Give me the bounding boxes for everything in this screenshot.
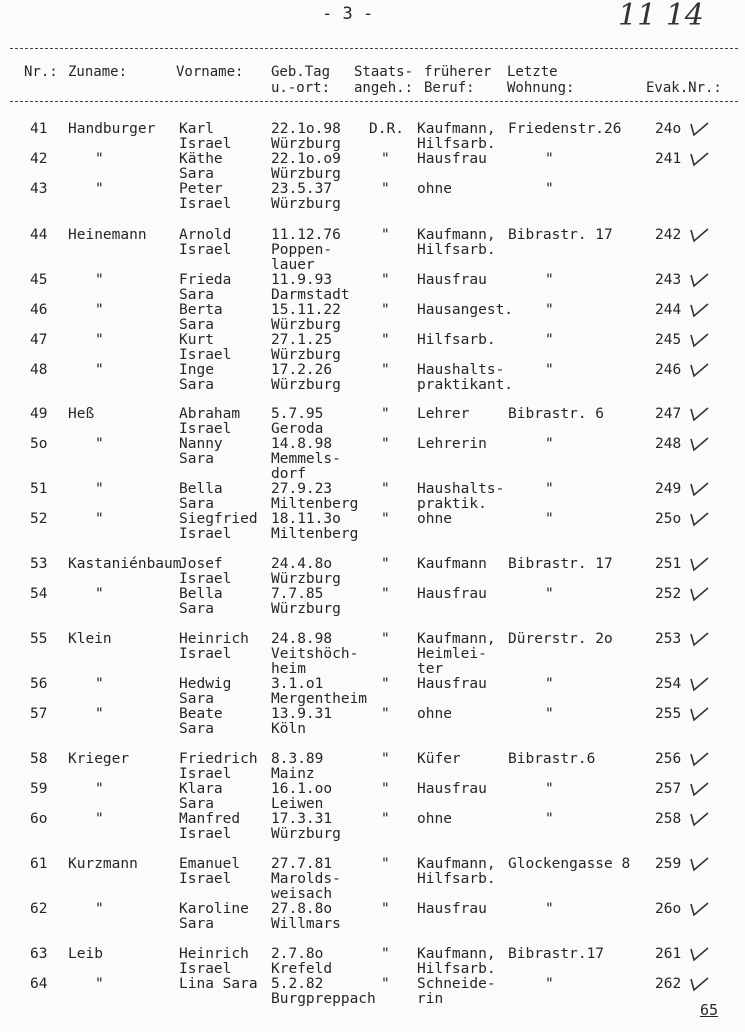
cell-beruf: ohne — [417, 181, 452, 197]
cell-evak: 249 — [655, 481, 682, 497]
cell-geb: Mainz — [271, 766, 315, 782]
cell-beruf: Kaufmann, — [417, 121, 496, 137]
cell-vorname: Emanuel — [179, 856, 241, 872]
cell-geb: 5.2.82 — [271, 976, 324, 992]
check-mark-icon — [688, 586, 710, 602]
cell-vorname: Sara — [179, 166, 214, 182]
cell-nr: 63 — [30, 946, 48, 962]
cell-geb: Würzburg — [271, 826, 341, 842]
check-mark-icon — [688, 811, 710, 827]
cell-nr: 47 — [30, 332, 48, 348]
cell-wohnung: " — [545, 181, 554, 197]
check-mark-icon — [688, 121, 710, 137]
cell-geb: 24.8.98 — [271, 631, 333, 647]
cell-wohnung: " — [545, 272, 554, 288]
cell-beruf: praktikant. — [417, 377, 514, 393]
cell-vorname: Israel — [179, 421, 232, 437]
check-mark-icon — [688, 676, 710, 692]
cell-staats: " — [381, 302, 390, 318]
cell-vorname: Inge — [179, 362, 214, 378]
cell-wohnung: " — [545, 811, 554, 827]
cell-vorname: Bella — [179, 586, 223, 602]
cell-geb: 24.4.8o — [271, 556, 333, 572]
cell-vorname: Israel — [179, 526, 232, 542]
cell-wohnung: Dürerstr. 2o — [508, 631, 613, 647]
cell-geb: 27.1.25 — [271, 332, 333, 348]
cell-geb: Willmars — [271, 916, 341, 932]
cell-geb: 27.9.23 — [271, 481, 333, 497]
cell-evak: 253 — [655, 631, 682, 647]
cell-beruf: Kaufmann, — [417, 946, 496, 962]
cell-zuname: Kurzmann — [68, 856, 138, 872]
cell-nr: 5o — [30, 436, 48, 452]
cell-vorname: Sara — [179, 916, 214, 932]
cell-staats: " — [381, 811, 390, 827]
cell-zuname: " — [95, 332, 104, 348]
cell-vorname: Karl — [179, 121, 214, 137]
cell-evak: 244 — [655, 302, 682, 318]
cell-geb: Burgpreppach — [271, 991, 376, 1007]
cell-nr: 61 — [30, 856, 48, 872]
cell-evak: 254 — [655, 676, 682, 692]
cell-vorname: Kurt — [179, 332, 214, 348]
cell-evak: 247 — [655, 406, 682, 422]
handwritten-reference: 11 14 — [618, 0, 704, 33]
cell-geb: 11.12.76 — [271, 227, 341, 243]
cell-zuname: " — [95, 481, 104, 497]
cell-wohnung: " — [545, 481, 554, 497]
cell-evak: 252 — [655, 586, 682, 602]
cell-nr: 54 — [30, 586, 48, 602]
cell-geb: 15.11.22 — [271, 302, 341, 318]
cell-wohnung: " — [545, 706, 554, 722]
cell-wohnung: " — [545, 901, 554, 917]
cell-staats: " — [381, 151, 390, 167]
cell-vorname: Manfred — [179, 811, 241, 827]
cell-vorname: Israel — [179, 347, 232, 363]
cell-staats: " — [381, 946, 390, 962]
cell-nr: 56 — [30, 676, 48, 692]
cell-zuname: " — [95, 586, 104, 602]
cell-nr: 45 — [30, 272, 48, 288]
cell-geb: Darmstadt — [271, 287, 350, 303]
cell-geb: Würzburg — [271, 571, 341, 587]
col-staats-header-2: angeh.: — [354, 80, 414, 96]
cell-staats: " — [381, 631, 390, 647]
check-mark-icon — [688, 332, 710, 348]
check-mark-icon — [688, 901, 710, 917]
check-mark-icon — [688, 706, 710, 722]
cell-geb: Krefeld — [271, 961, 333, 977]
cell-vorname: Sara — [179, 317, 214, 333]
cell-geb: Miltenberg — [271, 526, 359, 542]
cell-vorname: Lina Sara — [179, 976, 258, 992]
cell-nr: 48 — [30, 362, 48, 378]
cell-vorname: Israel — [179, 136, 232, 152]
cell-zuname: " — [95, 302, 104, 318]
cell-geb: 22.1o.98 — [271, 121, 341, 137]
cell-beruf: rin — [417, 991, 444, 1007]
cell-nr: 46 — [30, 302, 48, 318]
cell-nr: 57 — [30, 706, 48, 722]
cell-staats: " — [381, 272, 390, 288]
col-wohnung-header-2: Wohnung: — [507, 80, 575, 96]
cell-zuname: " — [95, 676, 104, 692]
cell-wohnung: Bibrastr.17 — [508, 946, 605, 962]
check-mark-icon — [688, 976, 710, 992]
cell-vorname: Friedrich — [179, 751, 258, 767]
cell-vorname: Sara — [179, 451, 214, 467]
cell-geb: 7.7.85 — [271, 586, 324, 602]
cell-geb: Poppen- — [271, 242, 333, 258]
cell-geb: Würzburg — [271, 347, 341, 363]
cell-wohnung: Glockengasse 8 — [508, 856, 631, 872]
check-mark-icon — [688, 856, 710, 872]
cell-geb: lauer — [271, 257, 315, 273]
cell-zuname: " — [95, 811, 104, 827]
cell-wohnung: Friedenstr.26 — [508, 121, 622, 137]
cell-beruf: Hilfsarb. — [417, 871, 496, 887]
cell-geb: Memmels- — [271, 451, 341, 467]
cell-geb: 11.9.93 — [271, 272, 333, 288]
cell-evak: 242 — [655, 227, 682, 243]
cell-geb: weisach — [271, 886, 333, 902]
cell-vorname: Klara — [179, 781, 223, 797]
cell-nr: 6o — [30, 811, 48, 827]
page-marker: - 3 - — [322, 4, 374, 24]
cell-vorname: Sara — [179, 287, 214, 303]
cell-geb: 3.1.o1 — [271, 676, 324, 692]
cell-beruf: Küfer — [417, 751, 461, 767]
cell-geb: Köln — [271, 721, 306, 737]
cell-vorname: Sara — [179, 601, 214, 617]
cell-vorname: Israel — [179, 766, 232, 782]
cell-evak: 262 — [655, 976, 682, 992]
cell-geb: Marolds- — [271, 871, 341, 887]
cell-geb: Miltenberg — [271, 496, 359, 512]
cell-zuname: " — [95, 976, 104, 992]
cell-vorname: Hedwig — [179, 676, 232, 692]
cell-geb: 27.8.8o — [271, 901, 333, 917]
cell-zuname: Heinemann — [68, 227, 147, 243]
cell-staats: " — [381, 856, 390, 872]
cell-staats: D.R. — [369, 121, 404, 137]
cell-evak: 258 — [655, 811, 682, 827]
cell-vorname: Abraham — [179, 406, 241, 422]
cell-evak: 243 — [655, 272, 682, 288]
cell-vorname: Israel — [179, 242, 232, 258]
cell-staats: " — [381, 511, 390, 527]
cell-geb: Geroda — [271, 421, 324, 437]
cell-beruf: Haushalts- — [417, 362, 505, 378]
cell-zuname: " — [95, 511, 104, 527]
cell-evak: 256 — [655, 751, 682, 767]
cell-vorname: Sara — [179, 721, 214, 737]
cell-nr: 51 — [30, 481, 48, 497]
cell-zuname: " — [95, 362, 104, 378]
col-zuname-header: Zuname: — [68, 64, 128, 80]
cell-geb: Mergentheim — [271, 691, 368, 707]
cell-staats: " — [381, 781, 390, 797]
cell-wohnung: " — [545, 976, 554, 992]
cell-staats: " — [381, 976, 390, 992]
cell-geb: Würzburg — [271, 601, 341, 617]
cell-geb: Würzburg — [271, 136, 341, 152]
cell-evak: 246 — [655, 362, 682, 378]
cell-vorname: Sara — [179, 496, 214, 512]
cell-beruf: Hausfrau — [417, 586, 487, 602]
cell-beruf: Hausangest. — [417, 302, 514, 318]
cell-evak: 241 — [655, 151, 682, 167]
cell-geb: 5.7.95 — [271, 406, 324, 422]
cell-geb: 8.3.89 — [271, 751, 324, 767]
cell-zuname: " — [95, 181, 104, 197]
cell-beruf: Hilfsarb. — [417, 332, 496, 348]
check-mark-icon — [688, 151, 710, 167]
cell-staats: " — [381, 556, 390, 572]
cell-wohnung: " — [545, 302, 554, 318]
cell-wohnung: " — [545, 362, 554, 378]
cell-beruf: Kaufmann, — [417, 227, 496, 243]
cell-vorname: Käthe — [179, 151, 223, 167]
cell-geb: Würzburg — [271, 196, 341, 212]
cell-wohnung: Bibrastr. 6 — [508, 406, 605, 422]
check-mark-icon — [688, 946, 710, 962]
cell-wohnung: Bibrastr. 17 — [508, 227, 613, 243]
cell-vorname: Heinrich — [179, 631, 249, 647]
cell-vorname: Karoline — [179, 901, 249, 917]
cell-vorname: Israel — [179, 646, 232, 662]
cell-nr: 52 — [30, 511, 48, 527]
cell-nr: 58 — [30, 751, 48, 767]
cell-beruf: ohne — [417, 706, 452, 722]
cell-wohnung: Bibrastr.6 — [508, 751, 596, 767]
cell-vorname: Beate — [179, 706, 223, 722]
col-evak-header: Evak.Nr.: — [646, 80, 722, 96]
cell-vorname: Arnold — [179, 227, 232, 243]
cell-zuname: Heß — [68, 406, 95, 422]
cell-beruf: Kaufmann — [417, 556, 487, 572]
cell-zuname: " — [95, 272, 104, 288]
col-beruf-header-1: früherer — [424, 64, 492, 80]
cell-zuname: Krieger — [68, 751, 130, 767]
cell-evak: 245 — [655, 332, 682, 348]
cell-nr: 42 — [30, 151, 48, 167]
col-geb-header-2: u.-ort: — [271, 80, 331, 96]
cell-zuname: Handburger — [68, 121, 156, 137]
cell-zuname: Leib — [68, 946, 103, 962]
cell-zuname: Klein — [68, 631, 112, 647]
cell-geb: 17.3.31 — [271, 811, 333, 827]
cell-wohnung: " — [545, 332, 554, 348]
cell-beruf: Heimlei- — [417, 646, 487, 662]
col-geb-header-1: Geb.Tag — [271, 64, 331, 80]
cell-beruf: Lehrerin — [417, 436, 487, 452]
cell-beruf: Schneide- — [417, 976, 496, 992]
cell-staats: " — [381, 362, 390, 378]
cell-geb: 16.1.oo — [271, 781, 333, 797]
cell-staats: " — [381, 481, 390, 497]
cell-zuname: " — [95, 436, 104, 452]
cell-beruf: Hausfrau — [417, 901, 487, 917]
cell-geb: 22.1o.o9 — [271, 151, 341, 167]
cell-beruf: Hausfrau — [417, 781, 487, 797]
cell-beruf: Lehrer — [417, 406, 470, 422]
check-mark-icon — [688, 556, 710, 572]
cell-wohnung: " — [545, 676, 554, 692]
cell-vorname: Heinrich — [179, 946, 249, 962]
cell-staats: " — [381, 406, 390, 422]
cell-vorname: Israel — [179, 961, 232, 977]
cell-evak: 255 — [655, 706, 682, 722]
cell-evak: 251 — [655, 556, 682, 572]
col-wohnung-header-1: Letzte — [507, 64, 558, 80]
check-mark-icon — [688, 781, 710, 797]
cell-vorname: Israel — [179, 196, 232, 212]
cell-evak: 25o — [655, 511, 682, 527]
cell-staats: " — [381, 676, 390, 692]
cell-nr: 64 — [30, 976, 48, 992]
cell-geb: dorf — [271, 466, 306, 482]
cell-vorname: Sara — [179, 796, 214, 812]
cell-wohnung: " — [545, 436, 554, 452]
cell-geb: 27.7.81 — [271, 856, 333, 872]
cell-beruf: praktik. — [417, 496, 487, 512]
check-mark-icon — [688, 272, 710, 288]
header-rule-top — [10, 48, 738, 49]
col-staats-header-1: Staats- — [354, 64, 414, 80]
cell-zuname: " — [95, 901, 104, 917]
cell-beruf: ter — [417, 661, 444, 677]
cell-vorname: Siegfried — [179, 511, 258, 527]
cell-staats: " — [381, 586, 390, 602]
cell-geb: 17.2.26 — [271, 362, 333, 378]
cell-staats: " — [381, 181, 390, 197]
cell-wohnung: " — [545, 781, 554, 797]
col-beruf-header-2: Beruf: — [424, 80, 475, 96]
cell-staats: " — [381, 436, 390, 452]
cell-vorname: Frieda — [179, 272, 232, 288]
cell-wohnung: " — [545, 151, 554, 167]
cell-beruf: Hausfrau — [417, 272, 487, 288]
cell-nr: 53 — [30, 556, 48, 572]
cell-staats: " — [381, 706, 390, 722]
cell-staats: " — [381, 751, 390, 767]
cell-beruf: Haushalts- — [417, 481, 505, 497]
cell-evak: 248 — [655, 436, 682, 452]
cell-evak: 24o — [655, 121, 682, 137]
cell-vorname: Josef — [179, 556, 223, 572]
cell-beruf: Hilfsarb. — [417, 136, 496, 152]
cell-beruf: Hausfrau — [417, 151, 487, 167]
cell-nr: 43 — [30, 181, 48, 197]
cell-vorname: Peter — [179, 181, 223, 197]
cell-geb: 13.9.31 — [271, 706, 333, 722]
cell-geb: Würzburg — [271, 166, 341, 182]
cell-geb: 23.5.37 — [271, 181, 333, 197]
cell-vorname: Israel — [179, 871, 232, 887]
col-nr-header: Nr.: — [24, 64, 58, 80]
cell-beruf: Hilfsarb. — [417, 961, 496, 977]
cell-wohnung: " — [545, 511, 554, 527]
check-mark-icon — [688, 481, 710, 497]
cell-evak: 261 — [655, 946, 682, 962]
cell-geb: 2.7.8o — [271, 946, 324, 962]
cell-vorname: Sara — [179, 377, 214, 393]
check-mark-icon — [688, 362, 710, 378]
cell-zuname: " — [95, 781, 104, 797]
cell-beruf: Kaufmann, — [417, 631, 496, 647]
cell-vorname: Berta — [179, 302, 223, 318]
cell-geb: 18.11.3o — [271, 511, 341, 527]
check-mark-icon — [688, 406, 710, 422]
cell-nr: 44 — [30, 227, 48, 243]
cell-geb: Leiwen — [271, 796, 324, 812]
cell-nr: 55 — [30, 631, 48, 647]
cell-geb: Veitshöch- — [271, 646, 359, 662]
cell-nr: 41 — [30, 121, 48, 137]
cell-zuname: " — [95, 706, 104, 722]
cell-evak: 259 — [655, 856, 682, 872]
cell-zuname: Kastaniénbaum — [68, 556, 182, 572]
check-mark-icon — [688, 436, 710, 452]
cell-vorname: Israel — [179, 826, 232, 842]
cell-vorname: Sara — [179, 691, 214, 707]
page-number: 65 — [700, 1001, 719, 1019]
check-mark-icon — [688, 227, 710, 243]
check-mark-icon — [688, 631, 710, 647]
col-vorname-header: Vorname: — [176, 64, 244, 80]
header-rule-bottom — [10, 101, 738, 102]
check-mark-icon — [688, 302, 710, 318]
check-mark-icon — [688, 511, 710, 527]
cell-vorname: Bella — [179, 481, 223, 497]
cell-evak: 257 — [655, 781, 682, 797]
cell-vorname: Nanny — [179, 436, 223, 452]
cell-beruf: ohne — [417, 511, 452, 527]
cell-geb: Würzburg — [271, 377, 341, 393]
cell-wohnung: Bibrastr. 17 — [508, 556, 613, 572]
cell-evak: 26o — [655, 901, 682, 917]
cell-wohnung: " — [545, 586, 554, 602]
cell-staats: " — [381, 901, 390, 917]
cell-beruf: Hausfrau — [417, 676, 487, 692]
cell-beruf: ohne — [417, 811, 452, 827]
cell-nr: 59 — [30, 781, 48, 797]
cell-beruf: Hilfsarb. — [417, 242, 496, 258]
cell-geb: 14.8.98 — [271, 436, 333, 452]
cell-geb: heim — [271, 661, 306, 677]
cell-nr: 49 — [30, 406, 48, 422]
cell-vorname: Israel — [179, 571, 232, 587]
cell-geb: Würzburg — [271, 317, 341, 333]
check-mark-icon — [688, 751, 710, 767]
cell-nr: 62 — [30, 901, 48, 917]
cell-zuname: " — [95, 151, 104, 167]
cell-beruf: Kaufmann, — [417, 856, 496, 872]
cell-staats: " — [381, 332, 390, 348]
cell-staats: " — [381, 227, 390, 243]
